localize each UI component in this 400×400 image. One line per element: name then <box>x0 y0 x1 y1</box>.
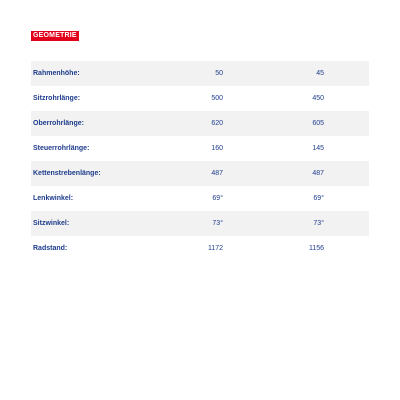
table-row-lenkwinkel <box>31 186 369 211</box>
table-row-oberrohrlaenge <box>31 111 369 136</box>
row-label: Radstand: <box>31 236 143 261</box>
table-row-kettenstrebenlaenge <box>31 161 369 186</box>
value-size-1: 1172 <box>143 236 223 261</box>
value-size-2: 487 <box>223 161 369 186</box>
table-row-sitzrohrlaenge <box>31 86 369 111</box>
value-size-1: 160 <box>143 136 223 161</box>
value-size-1: 620 <box>143 111 223 136</box>
value-size-2: 73° <box>223 211 369 236</box>
value-size-1: 73° <box>143 211 223 236</box>
row-label: Sitzwinkel: <box>31 211 143 236</box>
row-label: Oberrohrlänge: <box>31 111 143 136</box>
row-label: Sitzrohrlänge: <box>31 86 143 111</box>
table-row-rahmenhoehe <box>31 61 369 86</box>
row-label: Steuerrohrlänge: <box>31 136 143 161</box>
value-size-2: 145 <box>223 136 369 161</box>
value-size-2: 450 <box>223 86 369 111</box>
value-size-2: 1156 <box>223 236 369 261</box>
section-title-geometrie: GEOMETRIE <box>33 32 77 39</box>
geometry-table <box>31 61 369 261</box>
table-row-sitzwinkel <box>31 211 369 236</box>
value-size-1: 69° <box>143 186 223 211</box>
value-size-2: 45 <box>223 61 369 86</box>
value-size-1: 50 <box>143 61 223 86</box>
value-size-1: 487 <box>143 161 223 186</box>
value-size-2: 69° <box>223 186 369 211</box>
value-size-1: 500 <box>143 86 223 111</box>
row-label: Rahmenhöhe: <box>31 61 143 86</box>
value-size-2: 605 <box>223 111 369 136</box>
table-row-steuerrohrlaenge <box>31 136 369 161</box>
table-row-radstand <box>31 236 369 261</box>
row-label: Lenkwinkel: <box>31 186 143 211</box>
row-label: Kettenstrebenlänge: <box>31 161 143 186</box>
